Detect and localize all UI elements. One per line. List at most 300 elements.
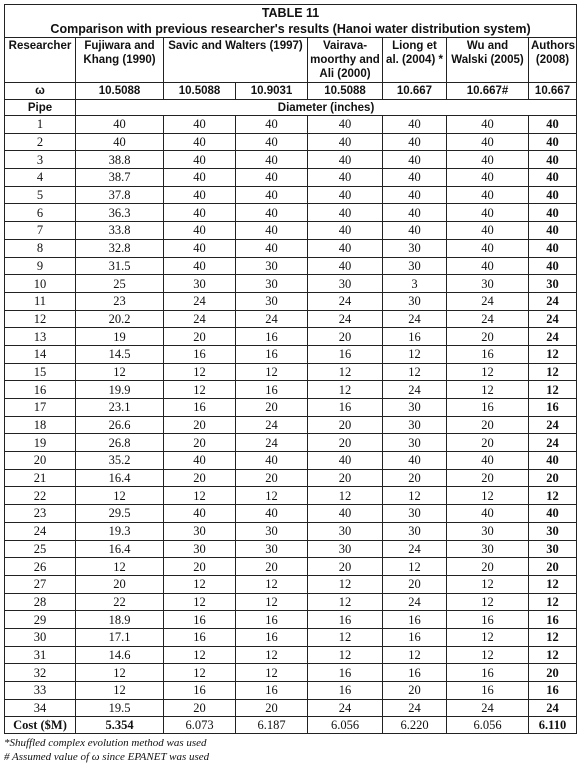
diameter-cell: 40 [308,169,383,187]
diameter-cell: 40 [447,169,529,187]
diameter-cell: 12 [308,628,383,646]
cost-value: 6.073 [164,717,236,734]
diameter-cell: 12 [76,682,164,700]
diameter-cell: 40 [383,116,447,134]
pipe-number: 7 [5,222,76,240]
pipe-number: 11 [5,292,76,310]
pipe-number: 27 [5,575,76,593]
pipe-number: 24 [5,522,76,540]
diameter-cell: 30 [164,522,236,540]
diameter-cell: 24 [236,310,308,328]
table-row [5,222,577,240]
diameter-cell: 12 [308,487,383,505]
diameter-cell: 12 [236,487,308,505]
diameter-cell: 30 [383,416,447,434]
diameter-cell: 40 [529,257,577,275]
diameter-cell: 40 [383,133,447,151]
diameter-cell: 40 [447,186,529,204]
omega-row [5,83,577,100]
table-row [5,646,577,664]
diameter-cell: 40 [164,186,236,204]
pipe-number: 26 [5,558,76,576]
diameter-cell: 12 [383,345,447,363]
table-row [5,540,577,558]
diameter-cell: 30 [164,540,236,558]
diameter-cell: 12 [529,381,577,399]
diameter-cell: 40 [383,204,447,222]
diameter-cell: 16 [236,345,308,363]
diameter-cell: 30 [236,522,308,540]
footnotes [4,736,576,764]
diameter-cell: 20 [164,416,236,434]
table-row [5,275,577,293]
diameter-cell: 20 [383,469,447,487]
pipe-number: 34 [5,699,76,717]
diameter-cell: 40 [308,452,383,470]
cost-value: 6.220 [383,717,447,734]
diameter-cell: 25 [76,275,164,293]
diameter-cell: 12 [447,381,529,399]
diameter-cell: 16.4 [76,540,164,558]
pipe-header: Pipe [5,100,76,116]
pipe-number: 10 [5,275,76,293]
diameter-cell: 16 [236,611,308,629]
table-row [5,310,577,328]
diameter-cell: 24 [383,540,447,558]
diameter-cell: 12 [164,593,236,611]
diameter-cell: 12 [383,487,447,505]
diameter-cell: 40 [308,257,383,275]
diameter-cell: 12 [308,646,383,664]
diameter-cell: 40 [236,186,308,204]
table-row [5,699,577,717]
diameter-cell: 40 [308,186,383,204]
diameter-cell: 40 [447,239,529,257]
diameter-cell: 16 [236,328,308,346]
table-row [5,664,577,682]
diameter-cell: 24 [383,310,447,328]
diameter-cell: 12 [164,646,236,664]
diameter-cell: 40 [308,222,383,240]
diameter-cell: 40 [164,222,236,240]
pipe-number: 14 [5,345,76,363]
diameter-cell: 26.6 [76,416,164,434]
table-row [5,628,577,646]
diameter-cell: 17.1 [76,628,164,646]
diameter-cell: 40 [236,169,308,187]
diameter-cell: 20 [164,699,236,717]
diameter-cell: 40 [236,151,308,169]
diameter-cell: 16 [447,399,529,417]
table-row [5,363,577,381]
diameter-cell: 16 [447,345,529,363]
diameter-cell: 30 [383,292,447,310]
pipe-number: 23 [5,505,76,523]
diameter-cell: 16 [447,682,529,700]
diameter-cell: 12 [236,363,308,381]
header-researcher: Researcher [5,38,76,83]
diameter-cell: 16 [529,611,577,629]
diameter-cell: 16 [447,664,529,682]
diameter-cell: 40 [447,257,529,275]
diameter-cell: 20 [308,328,383,346]
pipe-number: 31 [5,646,76,664]
diameter-cell: 40 [529,204,577,222]
diameter-cell: 20 [529,469,577,487]
diameter-cell: 40 [308,133,383,151]
omega-value: 10.5088 [164,83,236,100]
diameter-cell: 30 [383,505,447,523]
diameter-cell: 30 [447,540,529,558]
diameter-cell: 12 [383,558,447,576]
pipe-number: 16 [5,381,76,399]
diameter-cell: 40 [164,239,236,257]
diameter-cell: 20 [383,682,447,700]
diameter-cell: 30 [308,275,383,293]
diameter-cell: 16 [308,611,383,629]
table-container [4,4,576,764]
diameter-cell: 33.8 [76,222,164,240]
diameter-cell: 40 [383,186,447,204]
diameter-cell: 40 [383,452,447,470]
cost-value: 6.056 [308,717,383,734]
diameter-cell: 20 [447,558,529,576]
diameter-cell: 30 [236,275,308,293]
diameter-cell: 24 [164,310,236,328]
diameter-cell: 24 [308,292,383,310]
omega-value: 10.667# [447,83,529,100]
diameter-cell: 40 [529,186,577,204]
pipe-number: 29 [5,611,76,629]
diameter-cell: 40 [236,204,308,222]
diameter-cell: 12 [383,646,447,664]
diameter-cell: 14.5 [76,345,164,363]
table-row [5,469,577,487]
diameter-cell: 12 [529,363,577,381]
diameter-cell: 38.8 [76,151,164,169]
pipe-number: 32 [5,664,76,682]
diameter-cell: 20 [447,469,529,487]
pipe-number: 22 [5,487,76,505]
table-row [5,186,577,204]
diameter-cell: 14.6 [76,646,164,664]
diameter-cell: 40 [236,116,308,134]
pipe-number: 30 [5,628,76,646]
diameter-cell: 20 [164,469,236,487]
header-vairava: Vairava-moorthy and Ali (2000) [308,38,383,83]
pipe-number: 12 [5,310,76,328]
pipe-number: 13 [5,328,76,346]
diameter-cell: 16 [383,628,447,646]
diameter-cell: 24 [383,699,447,717]
diameter-cell: 20 [308,558,383,576]
diameter-cell: 24 [447,699,529,717]
diameter-cell: 30 [447,522,529,540]
diameter-cell: 24 [383,593,447,611]
diameter-cell: 24 [529,699,577,717]
diameter-cell: 20 [529,558,577,576]
cost-value: 6.187 [236,717,308,734]
diameter-cell: 40 [383,169,447,187]
table-subtitle: Comparison with previous researcher's results (Hanoi water distribution system) [5,21,577,38]
diameter-cell: 40 [164,133,236,151]
diameter-cell: 32.8 [76,239,164,257]
table-row [5,682,577,700]
table-row [5,381,577,399]
diameter-cell: 12 [529,487,577,505]
diameter-cell: 40 [529,133,577,151]
diameter-cell: 40 [236,222,308,240]
omega-value: 10.667 [529,83,577,100]
diameter-cell: 20 [164,434,236,452]
diameter-cell: 12 [164,363,236,381]
diameter-cell: 18.9 [76,611,164,629]
diameter-cell: 12 [308,381,383,399]
diameter-cell: 30 [529,540,577,558]
diameter-cell: 3 [383,275,447,293]
diameter-cell: 40 [308,204,383,222]
diameter-cell: 12 [76,487,164,505]
pipe-number: 33 [5,682,76,700]
diameter-cell: 12 [529,593,577,611]
diameter-cell: 31.5 [76,257,164,275]
table-row [5,345,577,363]
diameter-cell: 16 [383,611,447,629]
diameter-cell: 20 [447,434,529,452]
diameter-cell: 26.8 [76,434,164,452]
table-title: TABLE 11 [5,5,577,22]
table-row [5,487,577,505]
diameter-cell: 40 [383,222,447,240]
diameter-cell: 24 [447,292,529,310]
diameter-cell: 12 [529,628,577,646]
diameter-cell: 16 [164,682,236,700]
pipe-number: 18 [5,416,76,434]
diameter-cell: 24 [447,310,529,328]
table-row [5,151,577,169]
diameter-cell: 30 [236,257,308,275]
diameter-cell: 29.5 [76,505,164,523]
diameter-cell: 12 [308,363,383,381]
diameter-cell: 30 [383,257,447,275]
header-liong: Liong et al. (2004) * [383,38,447,83]
diameter-cell: 16 [164,399,236,417]
diameter-cell: 40 [164,151,236,169]
diameter-cell: 24 [529,328,577,346]
diameter-cell: 40 [529,222,577,240]
diameter-cell: 30 [383,239,447,257]
diameter-cell: 40 [308,505,383,523]
diameter-cell: 19.3 [76,522,164,540]
omega-label: ω [5,83,76,100]
table-row [5,399,577,417]
diameter-cell: 16 [383,664,447,682]
pipe-number: 2 [5,133,76,151]
pipe-number: 20 [5,452,76,470]
pipe-number: 25 [5,540,76,558]
table-row [5,204,577,222]
diameter-cell: 20 [164,558,236,576]
diameter-cell: 35.2 [76,452,164,470]
diameter-cell: 24 [308,699,383,717]
diameter-cell: 40 [236,505,308,523]
diameter-header: Diameter (inches) [76,100,577,116]
diameter-cell: 16 [308,399,383,417]
diameter-cell: 38.7 [76,169,164,187]
diameter-cell: 30 [164,275,236,293]
diameter-cell: 16 [308,345,383,363]
pipe-number: 19 [5,434,76,452]
diameter-cell: 40 [447,452,529,470]
diameter-cell: 40 [236,239,308,257]
table-row [5,169,577,187]
table-row [5,257,577,275]
comparison-table [4,4,577,734]
diameter-cell: 20 [236,399,308,417]
diameter-cell: 12 [308,575,383,593]
diameter-cell: 24 [236,434,308,452]
diameter-cell: 40 [76,133,164,151]
diameter-cell: 12 [76,558,164,576]
diameter-cell: 40 [164,116,236,134]
diameter-cell: 16.4 [76,469,164,487]
diameter-cell: 16 [236,682,308,700]
table-row [5,434,577,452]
diameter-cell: 22 [76,593,164,611]
cost-value: 6.056 [447,717,529,734]
diameter-cell: 16 [383,328,447,346]
diameter-cell: 40 [447,133,529,151]
diameter-cell: 16 [529,399,577,417]
diameter-cell: 30 [447,275,529,293]
diameter-cell: 24 [236,416,308,434]
diameter-cell: 16 [236,381,308,399]
diameter-cell: 40 [308,239,383,257]
diameter-cell: 16 [236,628,308,646]
diameter-cell: 40 [447,151,529,169]
table-row [5,593,577,611]
pipe-number: 21 [5,469,76,487]
table-row [5,239,577,257]
diameter-cell: 36.3 [76,204,164,222]
diameter-cell: 40 [164,505,236,523]
diameter-cell: 24 [383,381,447,399]
diameter-cell: 12 [236,646,308,664]
table-row [5,328,577,346]
diameter-cell: 24 [529,434,577,452]
diameter-cell: 37.8 [76,186,164,204]
diameter-cell: 30 [236,540,308,558]
pipe-number: 15 [5,363,76,381]
diameter-cell: 40 [164,204,236,222]
diameter-cell: 30 [308,522,383,540]
diameter-cell: 16 [308,682,383,700]
diameter-cell: 40 [529,452,577,470]
diameter-cell: 12 [236,664,308,682]
diameter-cell: 30 [383,399,447,417]
diameter-cell: 30 [383,434,447,452]
pipe-number: 9 [5,257,76,275]
diameter-cell: 12 [447,646,529,664]
diameter-cell: 40 [164,257,236,275]
omega-value: 10.5088 [76,83,164,100]
header-authors: Authors (2008) [529,38,577,83]
diameter-cell: 40 [529,239,577,257]
diameter-cell: 40 [447,222,529,240]
diameter-cell: 40 [529,505,577,523]
diameter-cell: 30 [383,522,447,540]
table-row [5,505,577,523]
pipe-number: 17 [5,399,76,417]
diameter-cell: 20 [447,416,529,434]
diameter-cell: 23.1 [76,399,164,417]
diameter-cell: 24 [529,292,577,310]
diameter-cell: 16 [308,664,383,682]
diameter-cell: 23 [76,292,164,310]
omega-value: 10.5088 [308,83,383,100]
diameter-cell: 40 [164,452,236,470]
table-row [5,292,577,310]
diameter-cell: 20 [164,328,236,346]
diameter-cell: 19 [76,328,164,346]
diameter-cell: 20 [529,664,577,682]
diameter-cell: 12 [447,593,529,611]
footnote: # Assumed value of ω since EPANET was used [4,751,210,764]
diameter-cell: 40 [447,505,529,523]
diameter-cell: 12 [447,575,529,593]
cost-row [5,717,577,734]
diameter-cell: 20 [236,469,308,487]
diameter-cell: 40 [308,151,383,169]
diameter-cell: 30 [236,292,308,310]
diameter-cell: 40 [236,133,308,151]
cost-value: 5.354 [76,717,164,734]
footnote: *Shuffled complex evolution method was used [4,737,207,750]
data-rows [5,116,577,717]
table-row [5,452,577,470]
diameter-cell: 12 [236,575,308,593]
diameter-cell: 12 [76,363,164,381]
pipe-number: 8 [5,239,76,257]
pipe-number: 6 [5,204,76,222]
omega-value: 10.667 [383,83,447,100]
diameter-cell: 30 [529,522,577,540]
pipe-number: 3 [5,151,76,169]
diameter-cell: 16 [164,611,236,629]
table-row [5,116,577,134]
diameter-cell: 12 [529,345,577,363]
diameter-cell: 20 [308,416,383,434]
table-row [5,416,577,434]
diameter-cell: 19.9 [76,381,164,399]
diameter-cell: 24 [529,416,577,434]
diameter-cell: 12 [447,628,529,646]
diameter-cell: 16 [164,628,236,646]
diameter-cell: 40 [447,116,529,134]
diameter-cell: 24 [164,292,236,310]
header-savic: Savic and Walters (1997) [164,38,308,83]
diameter-cell: 40 [529,151,577,169]
cost-value: 6.110 [529,717,577,734]
table-row [5,522,577,540]
diameter-cell: 12 [76,664,164,682]
diameter-cell: 12 [529,575,577,593]
diameter-cell: 40 [447,204,529,222]
diameter-cell: 12 [308,593,383,611]
diameter-cell: 12 [447,363,529,381]
diameter-cell: 20 [308,434,383,452]
diameter-cell: 12 [236,593,308,611]
